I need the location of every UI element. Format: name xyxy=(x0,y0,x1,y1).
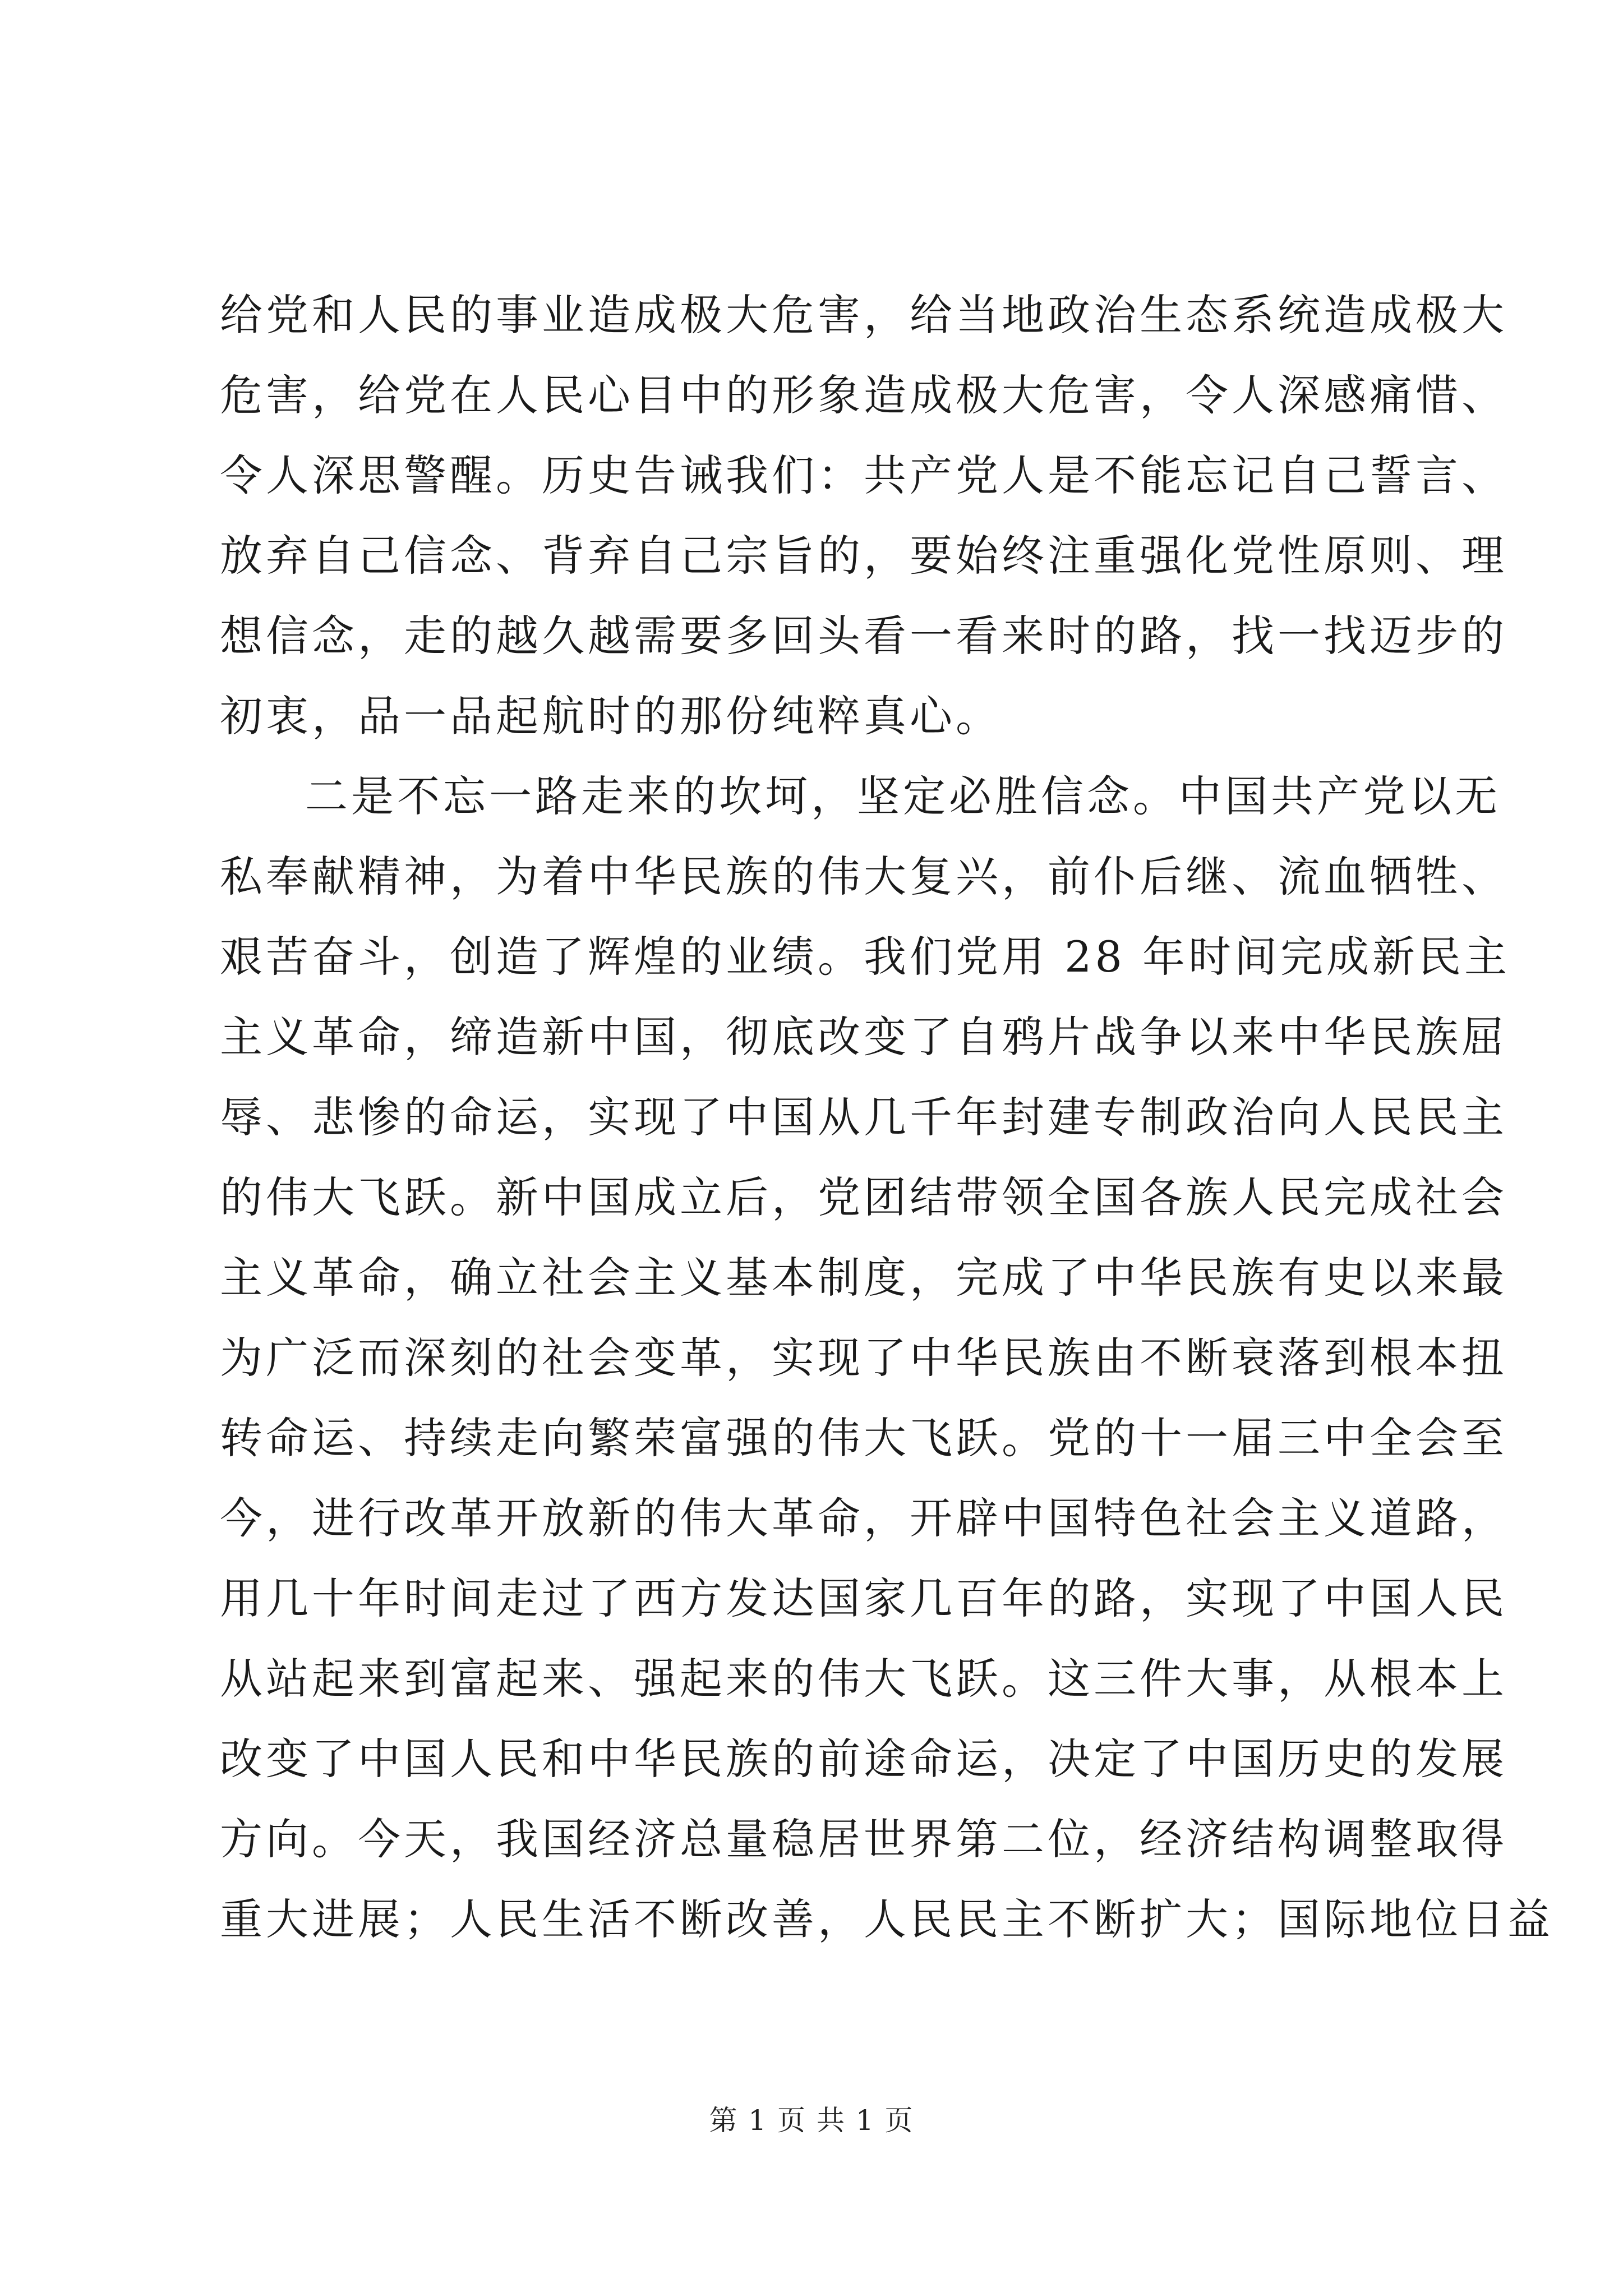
text-line: 重大进展；人民生活不断改善，人民民主不断扩大；国际地位日益 xyxy=(220,1894,1553,1944)
text-line: 私奉献精神，为着中华民族的伟大复兴，前仆后继、流血牺牲、 xyxy=(220,852,1507,901)
text-line: 用几十年时间走过了西方发达国家几百年的路，实现了中国人民 xyxy=(220,1573,1507,1623)
text-line: 令人深思警醒。历史告诫我们：共产党人是不能忘记自己誓言、 xyxy=(220,450,1507,500)
text-line: 想信念，走的越久越需要多回头看一看来时的路，找一找迈步的 xyxy=(220,611,1507,661)
paragraph-2 xyxy=(220,756,1553,1959)
text-line: 初衷，品一品起航时的那份纯粹真心。 xyxy=(220,691,1002,741)
text-line: 今，进行改革开放新的伟大革命，开辟中国特色社会主义道路， xyxy=(220,1493,1507,1543)
text-line: 主义革命，确立社会主义基本制度，完成了中华民族有史以来最 xyxy=(220,1253,1507,1303)
text-line: 给党和人民的事业造成极大危害，给当地政治生态系统造成极大 xyxy=(220,290,1507,340)
text-line: 危害，给党在人民心目中的形象造成极大危害，令人深感痛惜、 xyxy=(220,370,1507,420)
document-body xyxy=(220,275,1553,1959)
text-line: 放弃自己信念、背弃自己宗旨的，要始终注重强化党性原则、理 xyxy=(220,531,1507,581)
text-line: 为广泛而深刻的社会变革，实现了中华民族由不断衰落到根本扭 xyxy=(220,1333,1507,1383)
text-line: 转命运、持续走向繁荣富强的伟大飞跃。党的十一届三中全会至 xyxy=(220,1413,1507,1463)
text-line: 辱、悲惨的命运，实现了中国从几千年封建专制政治向人民民主 xyxy=(220,1092,1507,1142)
text-line: 改变了中国人民和中华民族的前途命运，决定了中国历史的发展 xyxy=(220,1734,1507,1784)
page-footer: 第 1 页 共 1 页 xyxy=(709,2104,914,2137)
text-line: 主义革命，缔造新中国，彻底改变了自鸦片战争以来中华民族屈 xyxy=(220,1012,1507,1062)
paragraph-1 xyxy=(220,275,1507,756)
text-line: 从站起来到富起来、强起来的伟大飞跃。这三件大事，从根本上 xyxy=(220,1654,1507,1704)
text-line: 的伟大飞跃。新中国成立后，党团结带领全国各族人民完成社会 xyxy=(220,1172,1507,1222)
text-line: 二是不忘一路走来的坎坷，坚定必胜信念。中国共产党以无 xyxy=(305,771,1501,821)
text-line: 方向。今天，我国经济总量稳居世界第二位，经济结构调整取得 xyxy=(220,1814,1507,1864)
text-line: 艰苦奋斗，创造了辉煌的业绩。我们党用 28 年时间完成新民主 xyxy=(220,932,1511,982)
